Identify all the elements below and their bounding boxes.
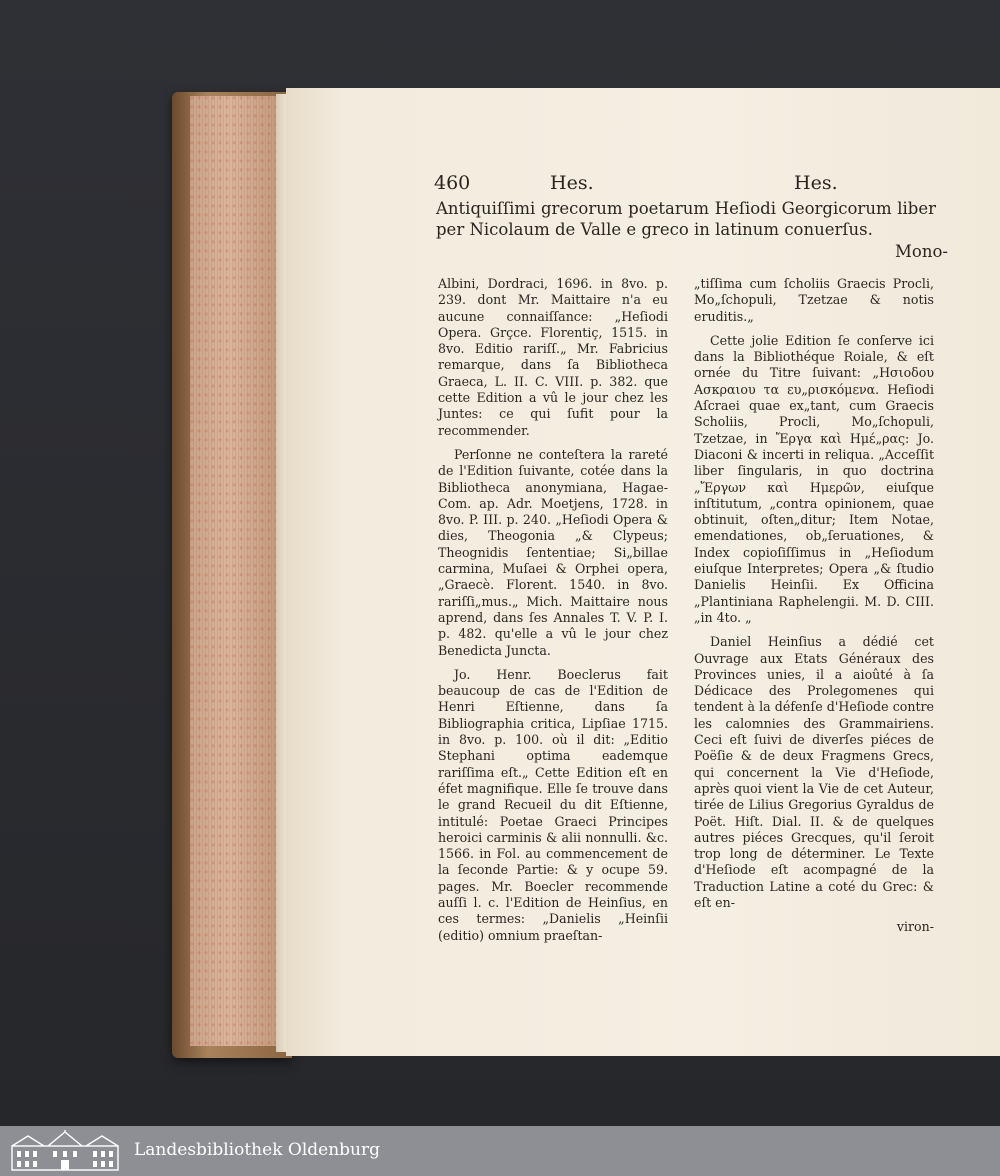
entry-title: Antiquiſſimi grecorum poetarum Heſiodi Georgicorum liber per Nicolaum de Valle e greco in latinum conuerſus.: [436, 199, 936, 239]
paragraph: Daniel Heinſius a dédié cet Ouvrage aux Etats Généraux des Provinces unies, il a aioûté à ſa Dédicace des Prolegomenes qui tendent à la défenſe d'Heſiode contre les calomnies des Grammairiens. Ceci eſt ſuivi de diverſes piéces de Poëſie & de deux Fragmens Grecs, qui concernent la Vie d'Heſiode, après quoi vient la Vie de cet Auteur, tirée de Lilius Gregorius Gyraldus de Poët. Hiſt. Dial. II. & de quelques autres piéces Grecques, qu'il ſeroit trop long de déterminer. Le Texte d'Heſiode eſt acompagné de la Traduction Latine a coté du Grec: & eſt en-: [694, 634, 934, 910]
running-head-right: Hes.: [794, 172, 838, 194]
paragraph: Perſonne ne conteſtera la rareté de l'Edition ſuivante, cotée dans la Bibliotheca anonymiana, Hagae-Com. ap. Adr. Moetjens, 1728. in 8vo. P. III. p. 240. „Heſiodi Opera & dies, Theogonia „& Clypeus; Theognidis ſententiae; Si„billae carmina, Muſaei & Orphei opera, „Graecè. Florent. 1540. in 8vo. rariſſi„mus.„ Mich. Maittaire nous aprend, dans ſes Annales T. V. P. I. p. 482. qu'elle a vû le jour chez Benedicta Juncta.: [438, 446, 668, 658]
column-catchword: viron-: [896, 919, 934, 935]
library-name: Landesbibliothek Oldenburg: [134, 1140, 381, 1160]
library-building-icon: [8, 1130, 122, 1172]
page-edge: [190, 96, 278, 1046]
book-page: [286, 88, 1000, 1056]
page-number: 460: [434, 172, 471, 194]
paragraph: „tiſſima cum ſcholiis Graecis Procli, Mo„ſchopuli, Tzetzae & notis eruditis.„: [694, 276, 934, 324]
paragraph: Cette jolie Edition ſe conſerve ici dans la Bibliothéque Roiale, & eſt ornée du Titre ſuivant: „Ησιοδου Ασκραιου τα ευ„ρισκόμενα. Heſiodi Aſcraei quae ex„tant, cum Graecis Scholiis, Procli, Mo„ſchopuli, Tzetzae, in Ἔργα καὶ Ημέ„ρας: Jo. Diaconi & incerti in reliqua. „Acceſſit liber ſingularis, in quo doctrina „Ἔργων καὶ Ημερῶν, eiuſque inſtitutum, „contra opinionem, quae obtinuit, oſten„ditur; Item Notae, emendationes, ob„ſeruationes, & Index copioſiſſimus in „Heſiodum eiuſque Interpretes; Opera „& ſtudio Danielis Heinſii. Ex Officina „Plantiniana Raphelengii. M. D. CIII. „in 4to. „: [694, 332, 934, 625]
library-footer-bar: [0, 1126, 1000, 1176]
right-column: [694, 276, 934, 936]
catchword: Mono-: [895, 242, 948, 261]
left-column: [438, 276, 668, 944]
running-head-left: Hes.: [550, 172, 594, 194]
paragraph: Jo. Henr. Boeclerus fait beaucoup de cas de l'Edition de Henri Eſtienne, dans ſa Bibliographia critica, Lipſiae 1715. in 8vo. p. 100. où il dit: „Editio Stephani optima eademque rariſſima eſt.„ Cette Edition eſt en éfet magnifique. Elle ſe trouve dans le grand Recueil du dit Eſtienne, intitulé: Poetae Graeci Principes heroici carminis & alii nonnulli. &c. 1566. in Fol. au commencement de la ſeconde Partie: & y ocupe 59. pages. Mr. Boecler recommende auſſi l. c. l'Edition de Heinſius, en ces termes: „Danielis „Heinſii (editio) omnium praeſtan-: [438, 666, 668, 943]
paragraph: Albini, Dordraci, 1696. in 8vo. p. 239. dont Mr. Maittaire n'a eu aucune connaiſſance: „Heſiodi Opera. Grçce. Florentiç, 1515. in 8vo. Editio rariſſ.„ Mr. Fabricius remarque, dans ſa Bibliotheca Graeca, L. II. C. VIII. p. 382. que cette Edition a vû le jour chez les Juntes: ce qui ſufit pour la recommender.: [438, 276, 668, 438]
